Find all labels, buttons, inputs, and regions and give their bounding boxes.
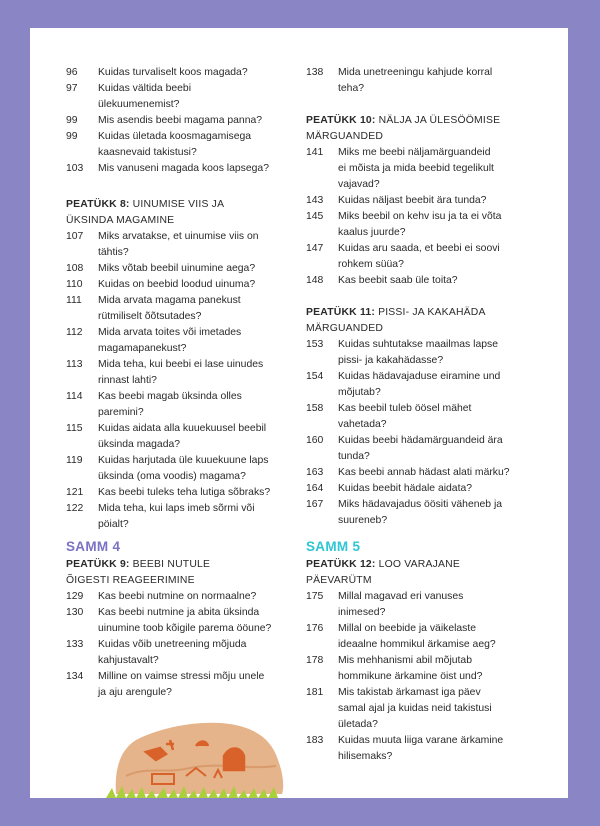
chapter-8-heading: PEATÜKK 8: UINUMISE VIIS JA ÜKSINDA MAGAMINE: [66, 199, 225, 226]
entry-title: Kuidas suhtutakse maailmas lapse pissi- ja kakahädasse?: [338, 339, 498, 366]
entry-title: Kas beebit saab üle toita?: [338, 275, 458, 286]
page-number: 115: [66, 423, 83, 434]
page-number: 148: [306, 275, 324, 286]
page-number: 119: [66, 455, 83, 466]
chapter-11-heading: PEATÜKK 11: PISSI- JA KAKAHÄDA MÄRGUANDED: [306, 307, 486, 334]
chapter-12-heading: PEATÜKK 12: LOO VARAJANE PÄEVARÜTM: [306, 559, 460, 586]
entry-title: Kuidas beebi hädamärguandeid ära tunda?: [338, 435, 503, 462]
entry-title: Miks me beebi näljamärguandeid ei mõista ja mida beebid tegelikult vajavad?: [338, 147, 494, 190]
page-number: 167: [306, 499, 324, 510]
entry-title: Millal magavad eri vanuses inimesed?: [338, 591, 464, 618]
page-number: 111: [66, 295, 82, 306]
page-number: 181: [306, 687, 324, 698]
step-4-heading: SAMM 4: [66, 539, 121, 554]
entry-title: Mis vanuseni magada koos lapsega?: [98, 163, 269, 174]
entry-title: Miks võtab beebil uinumine aega?: [98, 263, 256, 274]
entry-title: Kuidas aru saada, et beebi ei soovi rohkem süüa?: [338, 243, 500, 270]
page-number: 145: [306, 211, 324, 222]
page-number: 133: [66, 639, 84, 650]
entry-title: Mida teha, kui beebi ei lase uinudes rinnast lahti?: [98, 359, 264, 386]
entry-title: Miks beebil on kehv isu ja ta ei võta kaalus juurde?: [338, 211, 502, 238]
page-number: 107: [66, 231, 84, 242]
entry-title: Kas beebi magab üksinda olles paremini?: [98, 391, 242, 418]
page-number: 112: [66, 327, 83, 338]
entry-title: Milline on vaimse stressi mõju unele ja aju arengule?: [98, 671, 265, 698]
page-number: 163: [306, 467, 324, 478]
chapter-10-heading: PEATÜKK 10: NÄLJA JA ÜLESÖÖMISE MÄRGUANDED: [306, 115, 501, 142]
rock-shape: [116, 723, 283, 794]
entry-title: Kuidas harjutada üle kuuekuune laps üksinda (oma voodis) magama?: [98, 455, 269, 482]
toc-page: [30, 28, 568, 798]
page-number: 121: [66, 487, 84, 498]
entry-title: Kuidas hädavajaduse eiramine und mõjutab?: [338, 371, 501, 398]
page-number: 183: [306, 735, 324, 746]
page-number: 160: [306, 435, 324, 446]
page-number: 134: [66, 671, 84, 682]
entry-title: Kas beebi tuleks teha lutiga sõbraks?: [98, 487, 271, 498]
page-number: 175: [306, 591, 324, 602]
page-number: 99: [66, 115, 78, 126]
chapter-9-heading: PEATÜKK 9: BEEBI NUTULE ÕIGESTI REAGEERIMINE: [66, 559, 211, 586]
entry-title: Kuidas aidata alla kuuekuusel beebil üksinda magada?: [98, 423, 267, 450]
page-number: 130: [66, 607, 84, 618]
entry-title: Mida arvata magama panekust rütmiliselt õõtsutades?: [98, 295, 241, 322]
page-number: 114: [66, 391, 83, 402]
page-number: 158: [306, 403, 324, 414]
entry-title: Kuidas muuta liiga varane ärkamine hilisemaks?: [338, 735, 504, 762]
entry-title: Kuidas on beebid loodud uinuma?: [98, 279, 256, 290]
entry-title: Mis takistab ärkamast iga päev samal ajal ja kuidas neid takistusi ületada?: [338, 687, 492, 730]
entry-title: Mida arvata toites või imetades magamapanekust?: [98, 327, 242, 354]
entry-title: Kas beebil tuleb öösel mähet vahetada?: [338, 403, 472, 430]
entry-title: Mis asendis beebi magama panna?: [98, 115, 263, 126]
page-number: 122: [66, 503, 84, 514]
entry-title: Kas beebi nutmine on normaalne?: [98, 591, 257, 602]
page-number: 138: [306, 67, 324, 78]
entry-title: Kas beebi annab hädast alati märku?: [338, 467, 510, 478]
page-number: 176: [306, 623, 324, 634]
entry-title: Mis mehhanismi abil mõjutab hommikune ärkamine öist und?: [338, 655, 483, 682]
page-number: 164: [306, 483, 324, 494]
cave-painting-rock-icon: [106, 716, 296, 798]
entry-title: Kuidas näljast beebit ära tunda?: [338, 195, 487, 206]
page-number: 99: [66, 131, 78, 142]
page-number: 108: [66, 263, 84, 274]
entry-title: Miks hädavajadus öösiti väheneb ja suureneb?: [338, 499, 503, 526]
entry-title: Millal on beebide ja väikelaste ideaalne hommikul ärkamise aeg?: [338, 623, 496, 650]
entry-title: Kuidas võib unetreening mõjuda kahjustavalt?: [98, 639, 247, 666]
entry-title: Kuidas ületada koosmagamisega kaasnevaid takistusi?: [98, 131, 252, 158]
entry-title: Mida teha, kui laps imeb sõrmi või pöialt?: [98, 503, 255, 530]
entry-title: Kas beebi nutmine ja abita üksinda uinumine toob kõigile parema ööune?: [98, 607, 272, 634]
page-number: 97: [66, 83, 78, 94]
page-number: 96: [66, 67, 78, 78]
page-number: 143: [306, 195, 324, 206]
entry-title: Miks arvatakse, et uinumise viis on tähtis?: [98, 231, 259, 258]
page-number: 154: [306, 371, 324, 382]
entry-title: Kuidas vältida beebi ülekuumenemist?: [98, 83, 192, 110]
page-number: 103: [66, 163, 84, 174]
entry-title: Kuidas turvaliselt koos magada?: [98, 67, 248, 78]
page-number: 113: [66, 359, 83, 370]
entry-title: Kuidas beebit hädale aidata?: [338, 483, 473, 494]
page-number: 110: [66, 279, 83, 290]
page-number: 141: [306, 147, 324, 158]
page-number: 178: [306, 655, 324, 666]
step-5-heading: SAMM 5: [306, 539, 361, 554]
page-number: 129: [66, 591, 84, 602]
page-number: 147: [306, 243, 324, 254]
entry-title: Mida unetreeningu kahjude korral teha?: [338, 67, 493, 94]
page-number: 153: [306, 339, 324, 350]
